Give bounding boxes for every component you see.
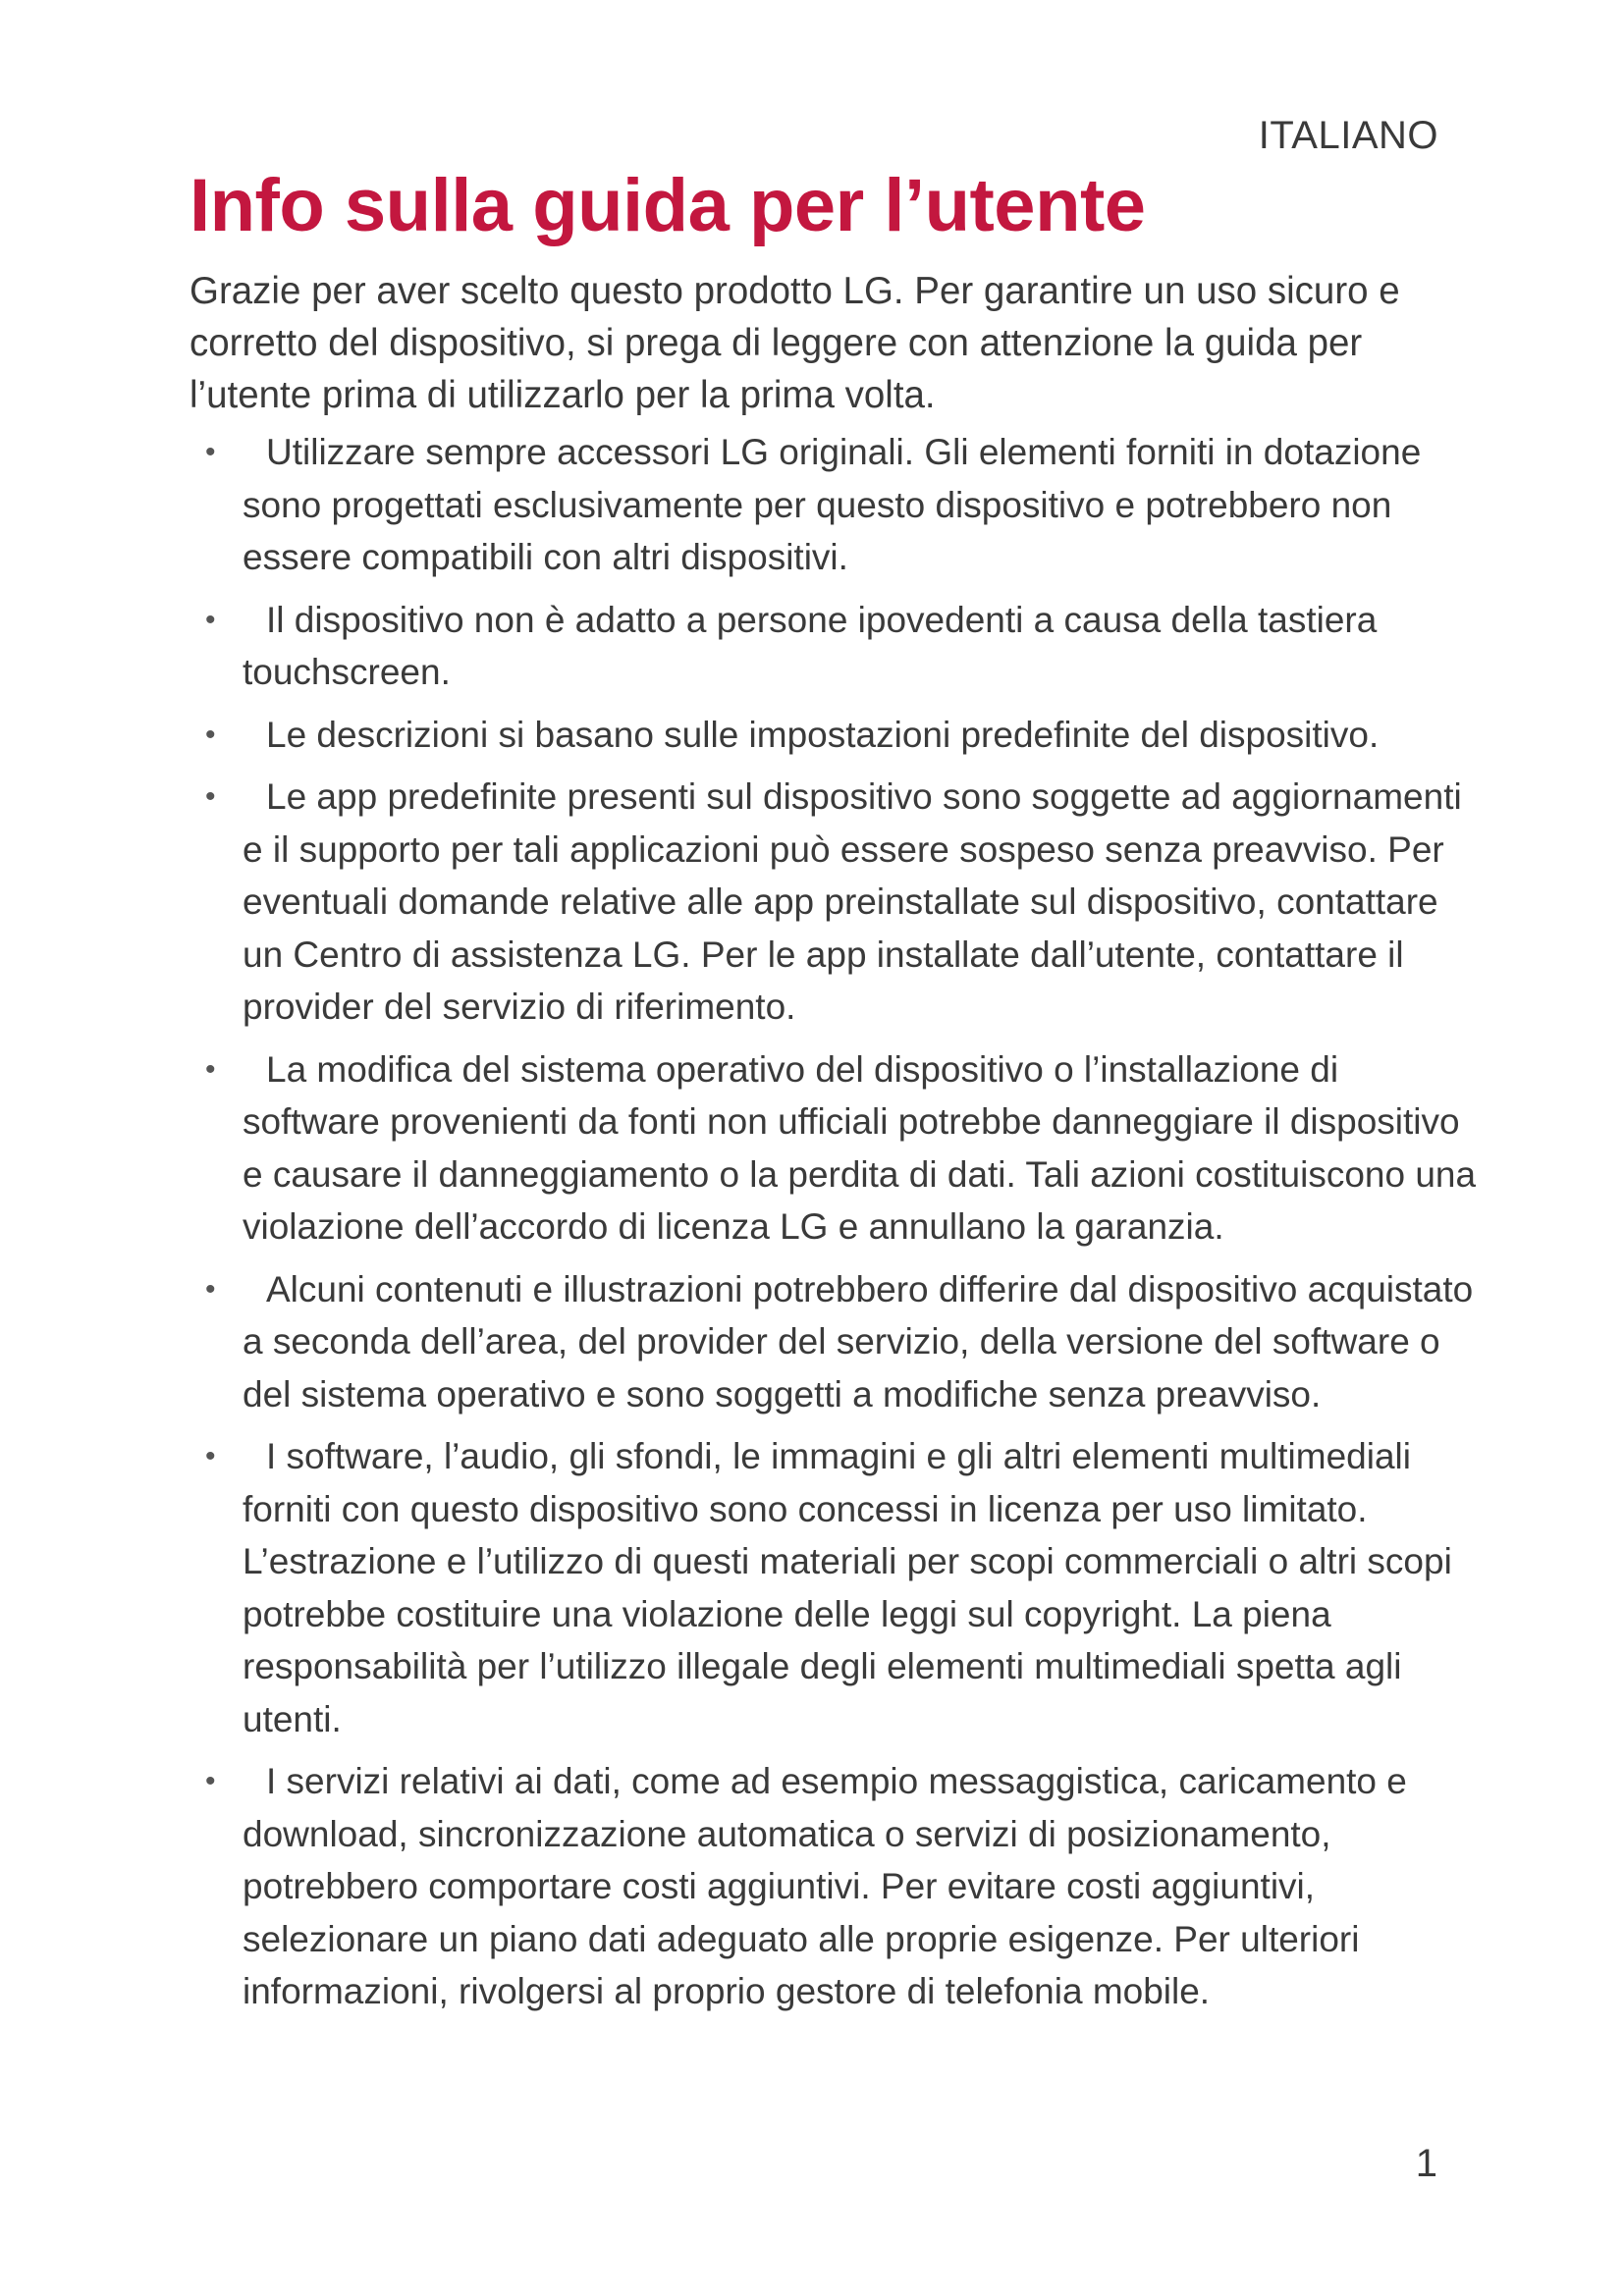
bullet-item: [189, 594, 1486, 699]
bullet-item: [189, 1043, 1486, 1254]
bullet-text: I software, l’audio, gli sfondi, le immagini e gli altri elementi multimediali forniti con questo dispositivo sono concessi in licenza per uso limitato. L’estrazione e l’utilizzo di questi materiali per scopi commerciali o altri scopi potrebbe costituire una violazione delle leggi sul copyright. La piena responsabilità per l’utilizzo illegale degli elementi multimediali spetta agli utenti.: [243, 1436, 1452, 1739]
page-title: Info sulla guida per l’utente: [189, 164, 1146, 247]
page-number: 1: [1415, 2142, 1437, 2185]
bullet-text: I servizi relativi ai dati, come ad esempio messaggistica, caricamento e download, sincronizzazione automatica o servizi di posizionamento, potrebbero comportare costi aggiuntivi. Per evitare costi aggiuntivi, selezionare un piano dati adeguato alle proprie esigenze. Per ulteriori informazioni, rivolgersi al proprio gestore di telefonia mobile.: [243, 1761, 1407, 2011]
bullet-item: [189, 1263, 1486, 1421]
bullet-text: Le app predefinite presenti sul dispositivo sono soggette ad aggiornamenti e il supporto per tali applicazioni può essere sospeso senza preavviso. Per eventuali domande relative alle app preinstallate sul dispositivo, contattare un Centro di assistenza LG. Per le app installate dall’utente, contattare il provider del servizio di riferimento.: [243, 776, 1462, 1027]
bullet-list: [189, 426, 1486, 2028]
bullet-text: Il dispositivo non è adatto a persone ipovedenti a causa della tastiera touchscreen.: [243, 599, 1378, 692]
bullet-item: [189, 1430, 1486, 1745]
bullet-text: Le descrizioni si basano sulle impostazioni predefinite del dispositivo.: [266, 714, 1380, 755]
bullet-dot: •: [205, 1440, 216, 1472]
bullet-dot: •: [205, 603, 216, 636]
bullet-item: [189, 426, 1486, 584]
bullet-text: La modifica del sistema operativo del dispositivo o l’installazione di software provenienti da fonti non ufficiali potrebbe danneggiare il dispositivo e causare il danneggiamento o la perdita di dati. Tali azioni costituiscono una violazione dell’accordo di licenza LG e annullano la garanzia.: [243, 1048, 1477, 1247]
bullet-dot: •: [205, 1272, 216, 1306]
bullet-item: [189, 709, 1486, 762]
bullet-dot: •: [205, 1052, 216, 1086]
language-label: ITALIANO: [1258, 114, 1438, 157]
bullet-dot: •: [205, 1765, 216, 1797]
bullet-text: Utilizzare sempre accessori LG originali. Gli elementi forniti in dotazione sono progettati esclusivamente per questo dispositivo e potrebbero non essere compatibili con altri dispositivi.: [243, 432, 1422, 577]
bullet-dot: •: [205, 436, 216, 468]
bullet-text: Alcuni contenuti e illustrazioni potrebbero differire dal dispositivo acquistato a seconda dell’area, del provider del servizio, della versione del software o del sistema operativo e sono soggetti a modifiche senza preavviso.: [243, 1268, 1474, 1415]
intro-paragraph: Grazie per aver scelto questo prodotto LG. Per garantire un uso sicuro e corretto del dispositivo, si prega di leggere con attenzione la guida per l’utente prima di utilizzarlo per la prima volta.: [189, 270, 1400, 416]
bullet-dot: •: [205, 780, 216, 813]
bullet-item: [189, 1755, 1486, 2018]
bullet-dot: •: [205, 718, 216, 751]
bullet-item: [189, 771, 1486, 1034]
